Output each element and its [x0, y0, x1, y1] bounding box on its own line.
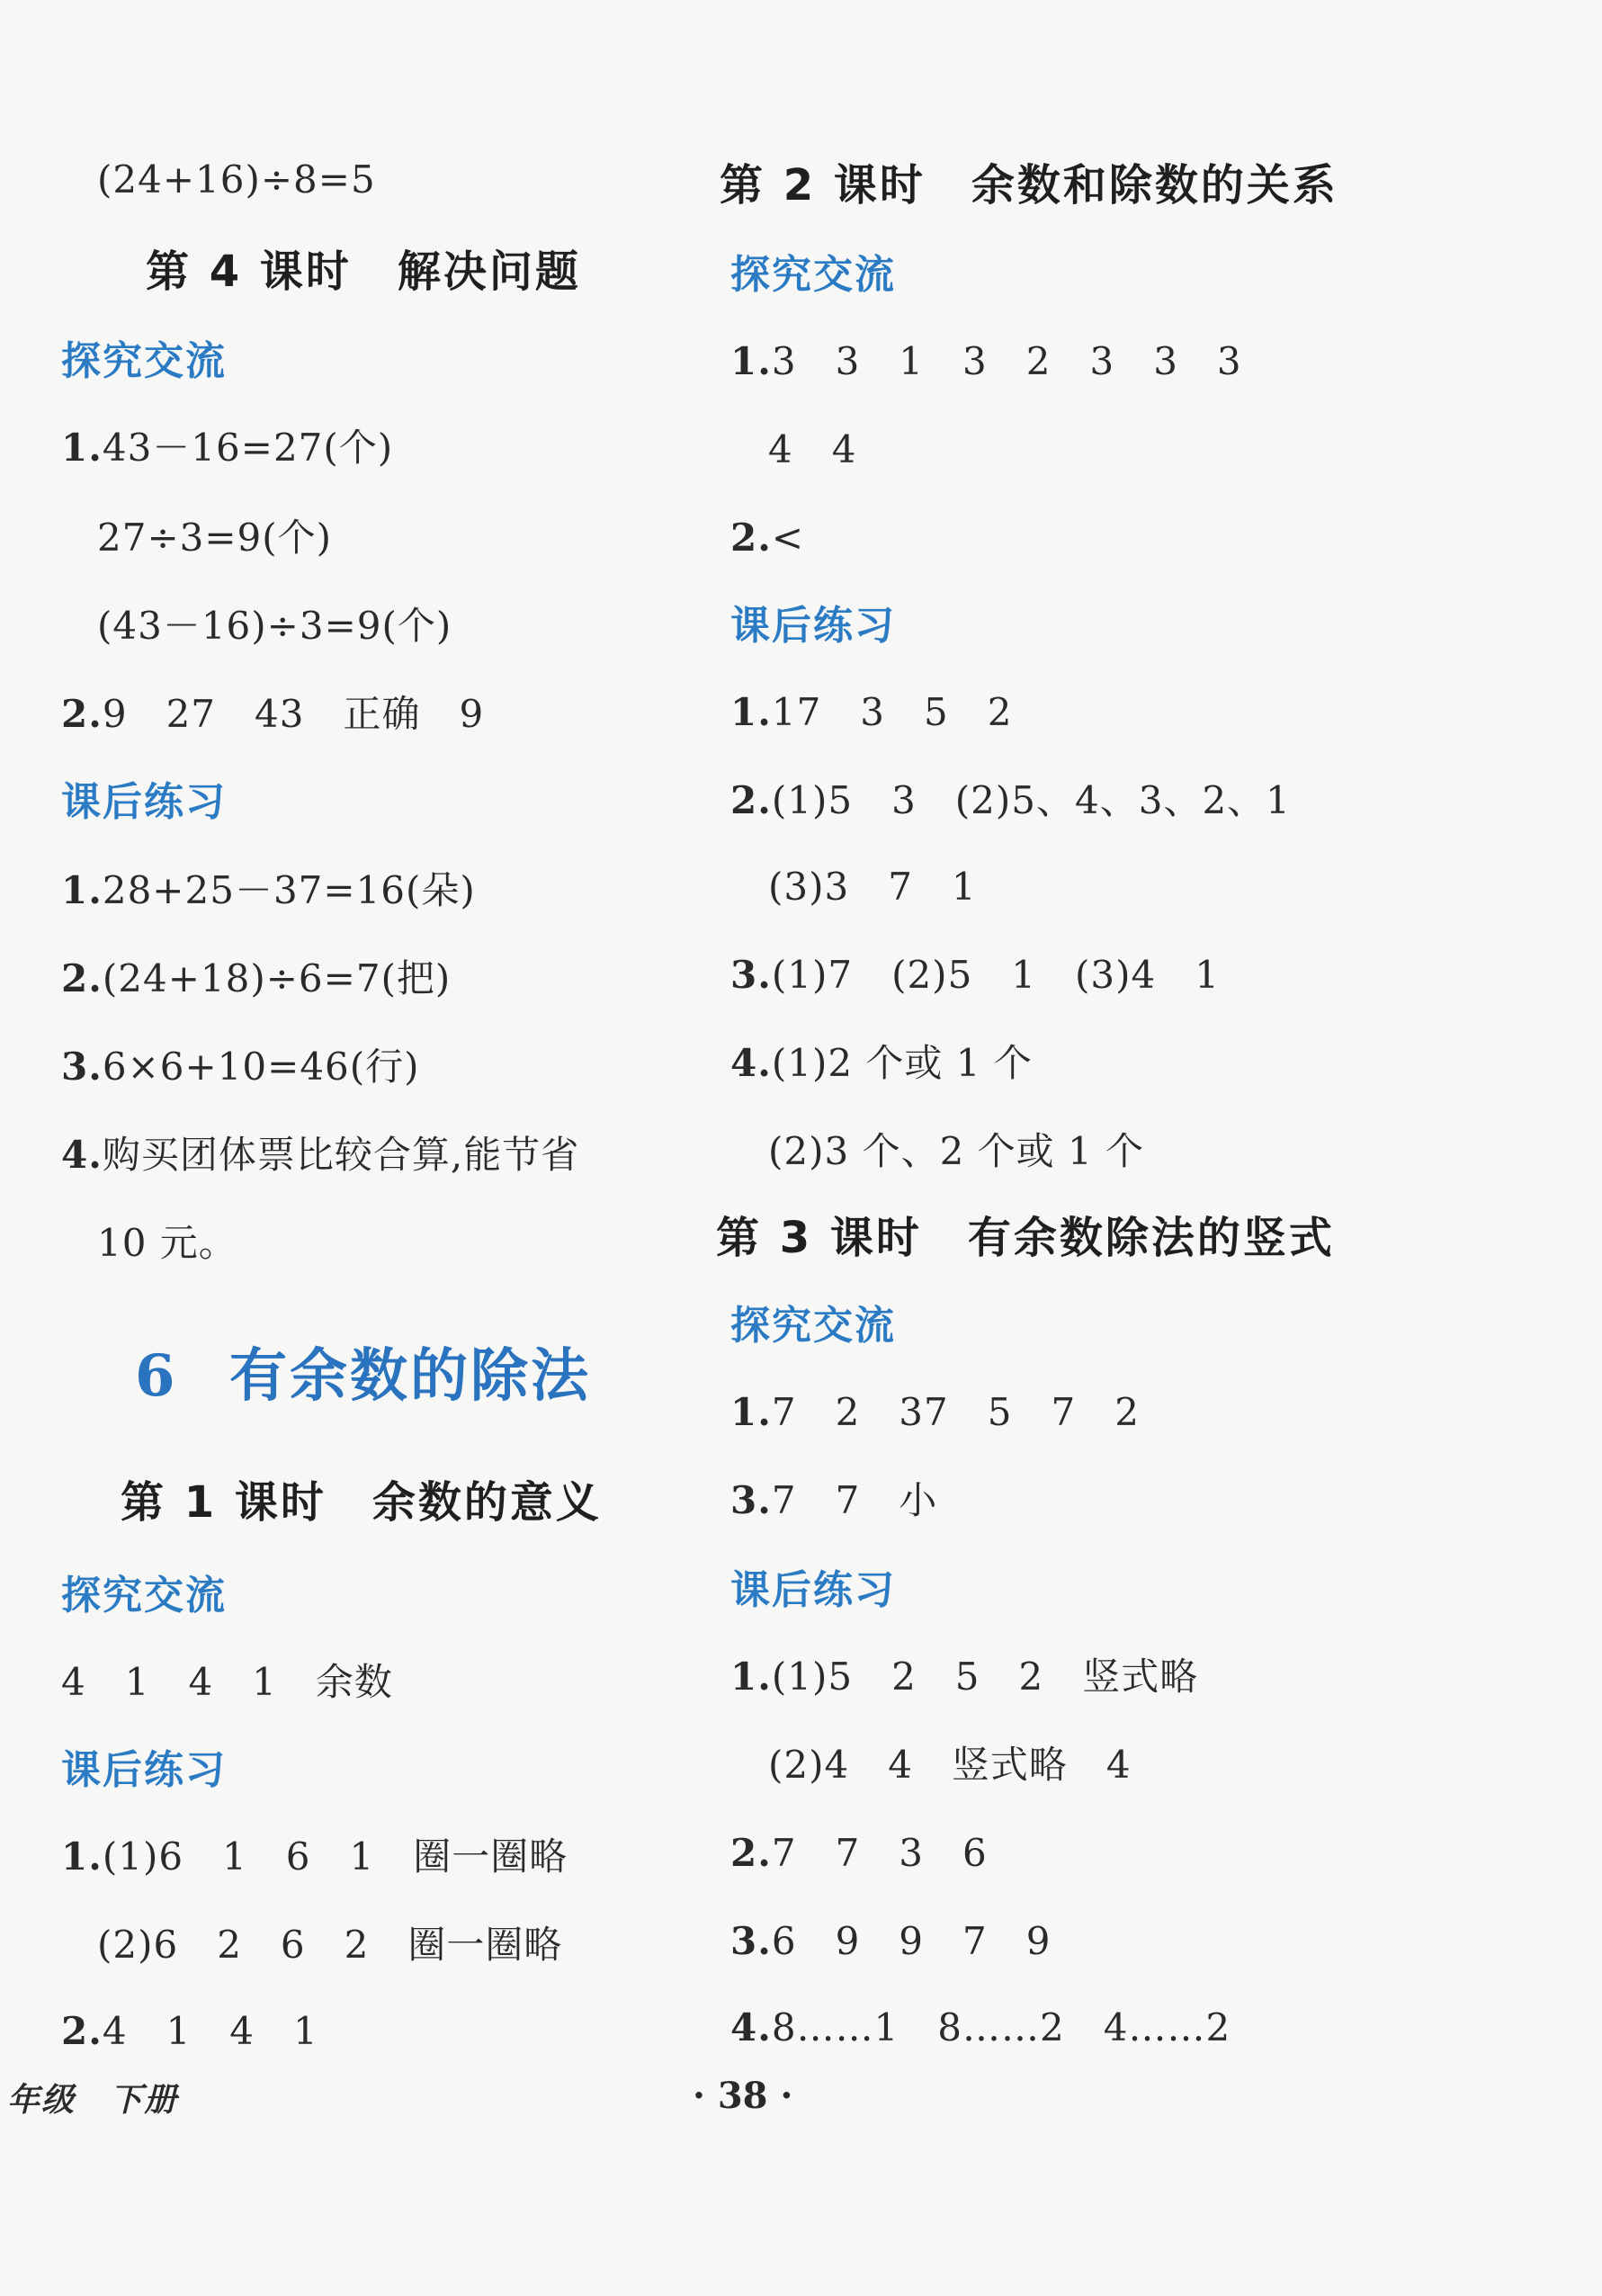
section-heading-practice: 课后练习	[730, 603, 896, 649]
answer-item	[61, 689, 484, 740]
item-text: 17 3 5 2	[771, 690, 1013, 734]
answer-item	[730, 950, 1220, 1000]
item-number: 3.	[730, 1919, 772, 1963]
item-number: 2.	[61, 692, 103, 736]
answer-line: (2)4 4 竖式略 4	[768, 1743, 1132, 1787]
answer-line: 10 元。	[97, 1221, 237, 1265]
answer-line: 27÷3=9(个)	[97, 516, 333, 560]
lesson-title: 第 3 课时 有余数除法的竖式	[716, 1213, 1335, 1263]
item-number: 1.	[61, 1834, 103, 1879]
section-heading-explore: 探究交流	[730, 252, 896, 298]
item-text: (1)5 3 (2)5、4、3、2、1	[771, 778, 1291, 822]
answer-line: (2)6 2 6 2 圈一圈略	[97, 1923, 563, 1967]
answer-item	[61, 423, 393, 473]
item-number: 4.	[730, 2005, 772, 2049]
answer-line: (24+16)÷8=5	[97, 157, 376, 202]
item-number: 2.	[61, 2009, 103, 2053]
item-number: 1.	[61, 868, 103, 912]
item-text: (1)6 1 6 1 圈一圈略	[102, 1834, 568, 1879]
item-text: 28+25－37=16(朵)	[102, 868, 476, 912]
item-text: <	[771, 516, 805, 560]
answer-item	[730, 1475, 937, 1526]
lesson-title: 第 4 课时 解决问题	[146, 247, 581, 297]
answer-item	[730, 2003, 1231, 2053]
item-number: 2.	[730, 1831, 772, 1875]
section-heading-practice: 课后练习	[61, 1747, 227, 1793]
lesson-title: 第 2 课时 余数和除数的关系	[720, 160, 1338, 211]
item-text: 7 7 3 6	[771, 1831, 988, 1875]
answer-item	[730, 1038, 1033, 1089]
item-text: 9 27 43 正确 9	[102, 692, 485, 736]
item-number: 1.	[730, 690, 772, 734]
answer-item	[730, 776, 1291, 826]
answer-item	[61, 2006, 318, 2057]
answer-item	[61, 1130, 579, 1180]
grade-label: 年级 下册	[7, 2082, 179, 2119]
answer-line: (3)3 7 1	[768, 865, 977, 909]
answer-line: (2)3 个、2 个或 1 个	[768, 1129, 1145, 1173]
item-number: 1.	[730, 339, 772, 383]
answer-item	[730, 513, 804, 563]
item-text: 购买团体票比较合算,能节省	[102, 1133, 580, 1177]
section-heading-explore: 探究交流	[730, 1303, 896, 1349]
section-heading-practice: 课后练习	[61, 779, 227, 825]
answer-item	[730, 1828, 988, 1879]
item-text: 7 7 小	[771, 1478, 938, 1522]
answer-line: (43－16)÷3=9(个)	[97, 604, 452, 648]
item-text: 6×6+10=46(行)	[102, 1045, 420, 1089]
item-text: 6 9 9 7 9	[771, 1919, 1052, 1963]
item-text: 3 3 1 3 2 3 3 3	[771, 339, 1242, 383]
page-number: · 38 ·	[693, 2075, 793, 2117]
answer-item	[730, 1652, 1198, 1702]
item-number: 4.	[61, 1133, 103, 1177]
chapter-number: 6	[135, 1342, 178, 1410]
item-number: 3.	[61, 1045, 103, 1089]
answer-item	[730, 1387, 1140, 1438]
answer-item	[730, 1916, 1051, 1967]
section-heading-practice: 课后练习	[730, 1567, 896, 1613]
item-number: 2.	[61, 956, 103, 1000]
answer-item	[61, 1832, 568, 1882]
item-number: 2.	[730, 778, 772, 822]
item-text: (1)7 (2)5 1 (3)4 1	[771, 953, 1220, 997]
item-number: 2.	[730, 516, 772, 560]
chapter-title: 有余数的除法	[229, 1342, 591, 1410]
item-text: 7 2 37 5 7 2	[771, 1390, 1140, 1434]
item-text: (24+18)÷6=7(把)	[102, 956, 452, 1000]
answer-item	[61, 865, 476, 916]
section-heading-explore: 探究交流	[61, 338, 227, 384]
item-number: 1.	[61, 426, 103, 470]
answer-item	[61, 954, 451, 1004]
answer-item	[730, 687, 1012, 738]
answer-line: 4 1 4 1 余数	[61, 1660, 393, 1704]
item-text: (1)2 个或 1 个	[771, 1041, 1033, 1085]
item-number: 4.	[730, 1041, 772, 1085]
item-text: 8……1 8……2 4……2	[771, 2005, 1231, 2049]
item-number: 1.	[730, 1390, 772, 1434]
item-text: 43－16=27(个)	[102, 426, 394, 470]
lesson-title: 第 1 课时 余数的意义	[121, 1477, 602, 1528]
item-number: 3.	[730, 953, 772, 997]
item-text: 4 1 4 1	[102, 2009, 318, 2053]
answer-item	[730, 336, 1242, 387]
answer-line: 4 4	[768, 427, 857, 471]
section-heading-explore: 探究交流	[61, 1573, 227, 1619]
answer-item	[61, 1042, 420, 1092]
item-number: 1.	[730, 1655, 772, 1699]
item-text: (1)5 2 5 2 竖式略	[771, 1655, 1199, 1699]
item-number: 3.	[730, 1478, 772, 1522]
